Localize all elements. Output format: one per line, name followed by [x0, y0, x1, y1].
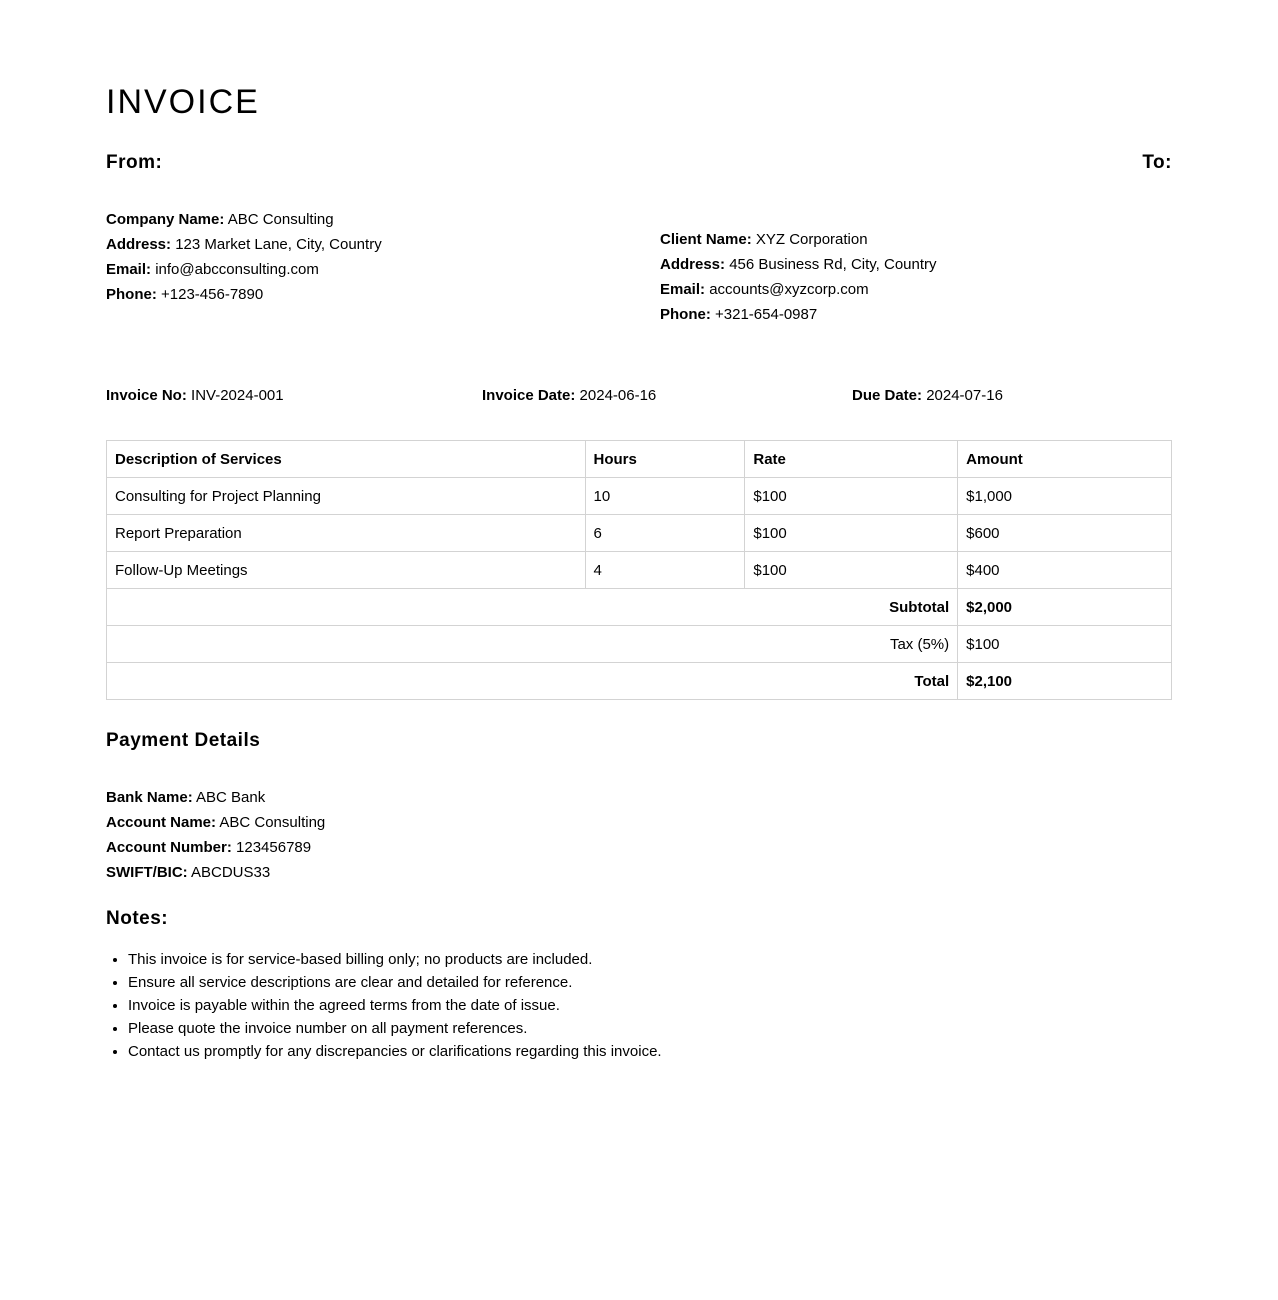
- subtotal-label: Subtotal: [107, 589, 958, 626]
- client-address-value: 456 Business Rd, City, Country: [729, 256, 937, 273]
- table-header-row: [107, 441, 1172, 478]
- client-address-label: Address:: [660, 256, 726, 273]
- invoice-number-value: INV-2024-001: [191, 387, 284, 404]
- total-label: Total: [107, 663, 958, 700]
- client-details: [660, 227, 937, 327]
- swift-value: ABCDUS33: [191, 864, 271, 881]
- due-date: [852, 385, 1003, 407]
- account-name-value: ABC Consulting: [219, 814, 326, 831]
- client-phone-row: [660, 302, 937, 327]
- service-hours: 4: [585, 552, 745, 589]
- service-amount: $400: [958, 552, 1172, 589]
- account-number-value: 123456789: [236, 839, 312, 856]
- service-hours: 10: [585, 478, 745, 515]
- service-description: Report Preparation: [107, 515, 586, 552]
- notes-heading: Notes:: [106, 908, 169, 929]
- column-header-hours: Hours: [585, 441, 745, 478]
- account-number-label: Account Number:: [106, 839, 232, 856]
- account-name-row: [106, 810, 325, 835]
- service-description: Follow-Up Meetings: [107, 552, 586, 589]
- total-row: [107, 663, 1172, 700]
- due-date-value: 2024-07-16: [926, 387, 1003, 404]
- swift-label: SWIFT/BIC:: [106, 864, 188, 881]
- client-address-row: [660, 252, 937, 277]
- notes-list: [106, 948, 662, 1063]
- payment-details: [106, 785, 325, 885]
- invoice-date-value: 2024-06-16: [579, 387, 657, 404]
- list-item: • Invoice is payable within the agreed terms from the date of issue.: [128, 994, 662, 1017]
- service-amount: $1,000: [958, 478, 1172, 515]
- total-value: $2,100: [958, 663, 1172, 700]
- client-phone-label: Phone:: [660, 306, 711, 323]
- list-item: • This invoice is for service-based billing only; no products are included.: [128, 948, 662, 971]
- list-item: • Ensure all service descriptions are clear and detailed for reference.: [128, 971, 662, 994]
- sender-email-value: info@abcconsulting.com: [155, 261, 319, 278]
- tax-label: Tax (5%): [107, 626, 958, 663]
- service-rate: $100: [745, 515, 958, 552]
- column-header-amount: Amount: [958, 441, 1172, 478]
- sender-email-label: Email:: [106, 261, 152, 278]
- invoice-meta: [106, 385, 1172, 407]
- subtotal-value: $2,000: [958, 589, 1172, 626]
- due-date-label: Due Date:: [852, 387, 923, 404]
- table-row: [107, 552, 1172, 589]
- sender-phone-row: [106, 282, 382, 307]
- sender-address-row: [106, 232, 382, 257]
- service-hours: 6: [585, 515, 745, 552]
- column-header-rate: Rate: [745, 441, 958, 478]
- sender-company-row: [106, 207, 382, 232]
- list-item: • Please quote the invoice number on all payment references.: [128, 1017, 662, 1040]
- invoice-number: [106, 385, 284, 407]
- services-table: [106, 440, 1172, 700]
- column-header-description: Description of Services: [107, 441, 586, 478]
- sender-company-value: ABC Consulting: [227, 211, 334, 228]
- client-name-row: [660, 227, 937, 252]
- invoice-date: [482, 385, 656, 407]
- sender-company-label: Company Name:: [106, 211, 225, 228]
- sender-phone-value: +123-456-7890: [161, 286, 264, 303]
- payment-details-heading: Payment Details: [106, 730, 261, 751]
- client-phone-value: +321-654-0987: [715, 306, 818, 323]
- to-heading: To:: [1142, 152, 1172, 173]
- bank-name-label: Bank Name:: [106, 789, 193, 806]
- client-email-value: accounts@xyzcorp.com: [709, 281, 869, 298]
- sender-phone-label: Phone:: [106, 286, 157, 303]
- bank-name-row: [106, 785, 325, 810]
- client-name-label: Client Name:: [660, 231, 752, 248]
- account-name-label: Account Name:: [106, 814, 217, 831]
- account-number-row: [106, 835, 325, 860]
- client-email-row: [660, 277, 937, 302]
- service-description: Consulting for Project Planning: [107, 478, 586, 515]
- sender-details: [106, 207, 382, 307]
- swift-row: [106, 860, 325, 885]
- sender-email-row: [106, 257, 382, 282]
- subtotal-row: [107, 589, 1172, 626]
- sender-address-value: 123 Market Lane, City, Country: [175, 236, 382, 253]
- sender-address-label: Address:: [106, 236, 172, 253]
- invoice-date-label: Invoice Date:: [482, 387, 576, 404]
- table-row: [107, 478, 1172, 515]
- table-row: [107, 515, 1172, 552]
- list-item: • Contact us promptly for any discrepancies or clarifications regarding this invoice.: [128, 1040, 662, 1063]
- invoice-title: INVOICE: [106, 83, 260, 121]
- client-email-label: Email:: [660, 281, 706, 298]
- from-heading: From:: [106, 152, 163, 173]
- service-rate: $100: [745, 478, 958, 515]
- invoice-number-label: Invoice No:: [106, 387, 187, 404]
- service-rate: $100: [745, 552, 958, 589]
- tax-row: [107, 626, 1172, 663]
- bank-name-value: ABC Bank: [196, 789, 266, 806]
- client-name-value: XYZ Corporation: [755, 231, 868, 248]
- tax-value: $100: [958, 626, 1172, 663]
- service-amount: $600: [958, 515, 1172, 552]
